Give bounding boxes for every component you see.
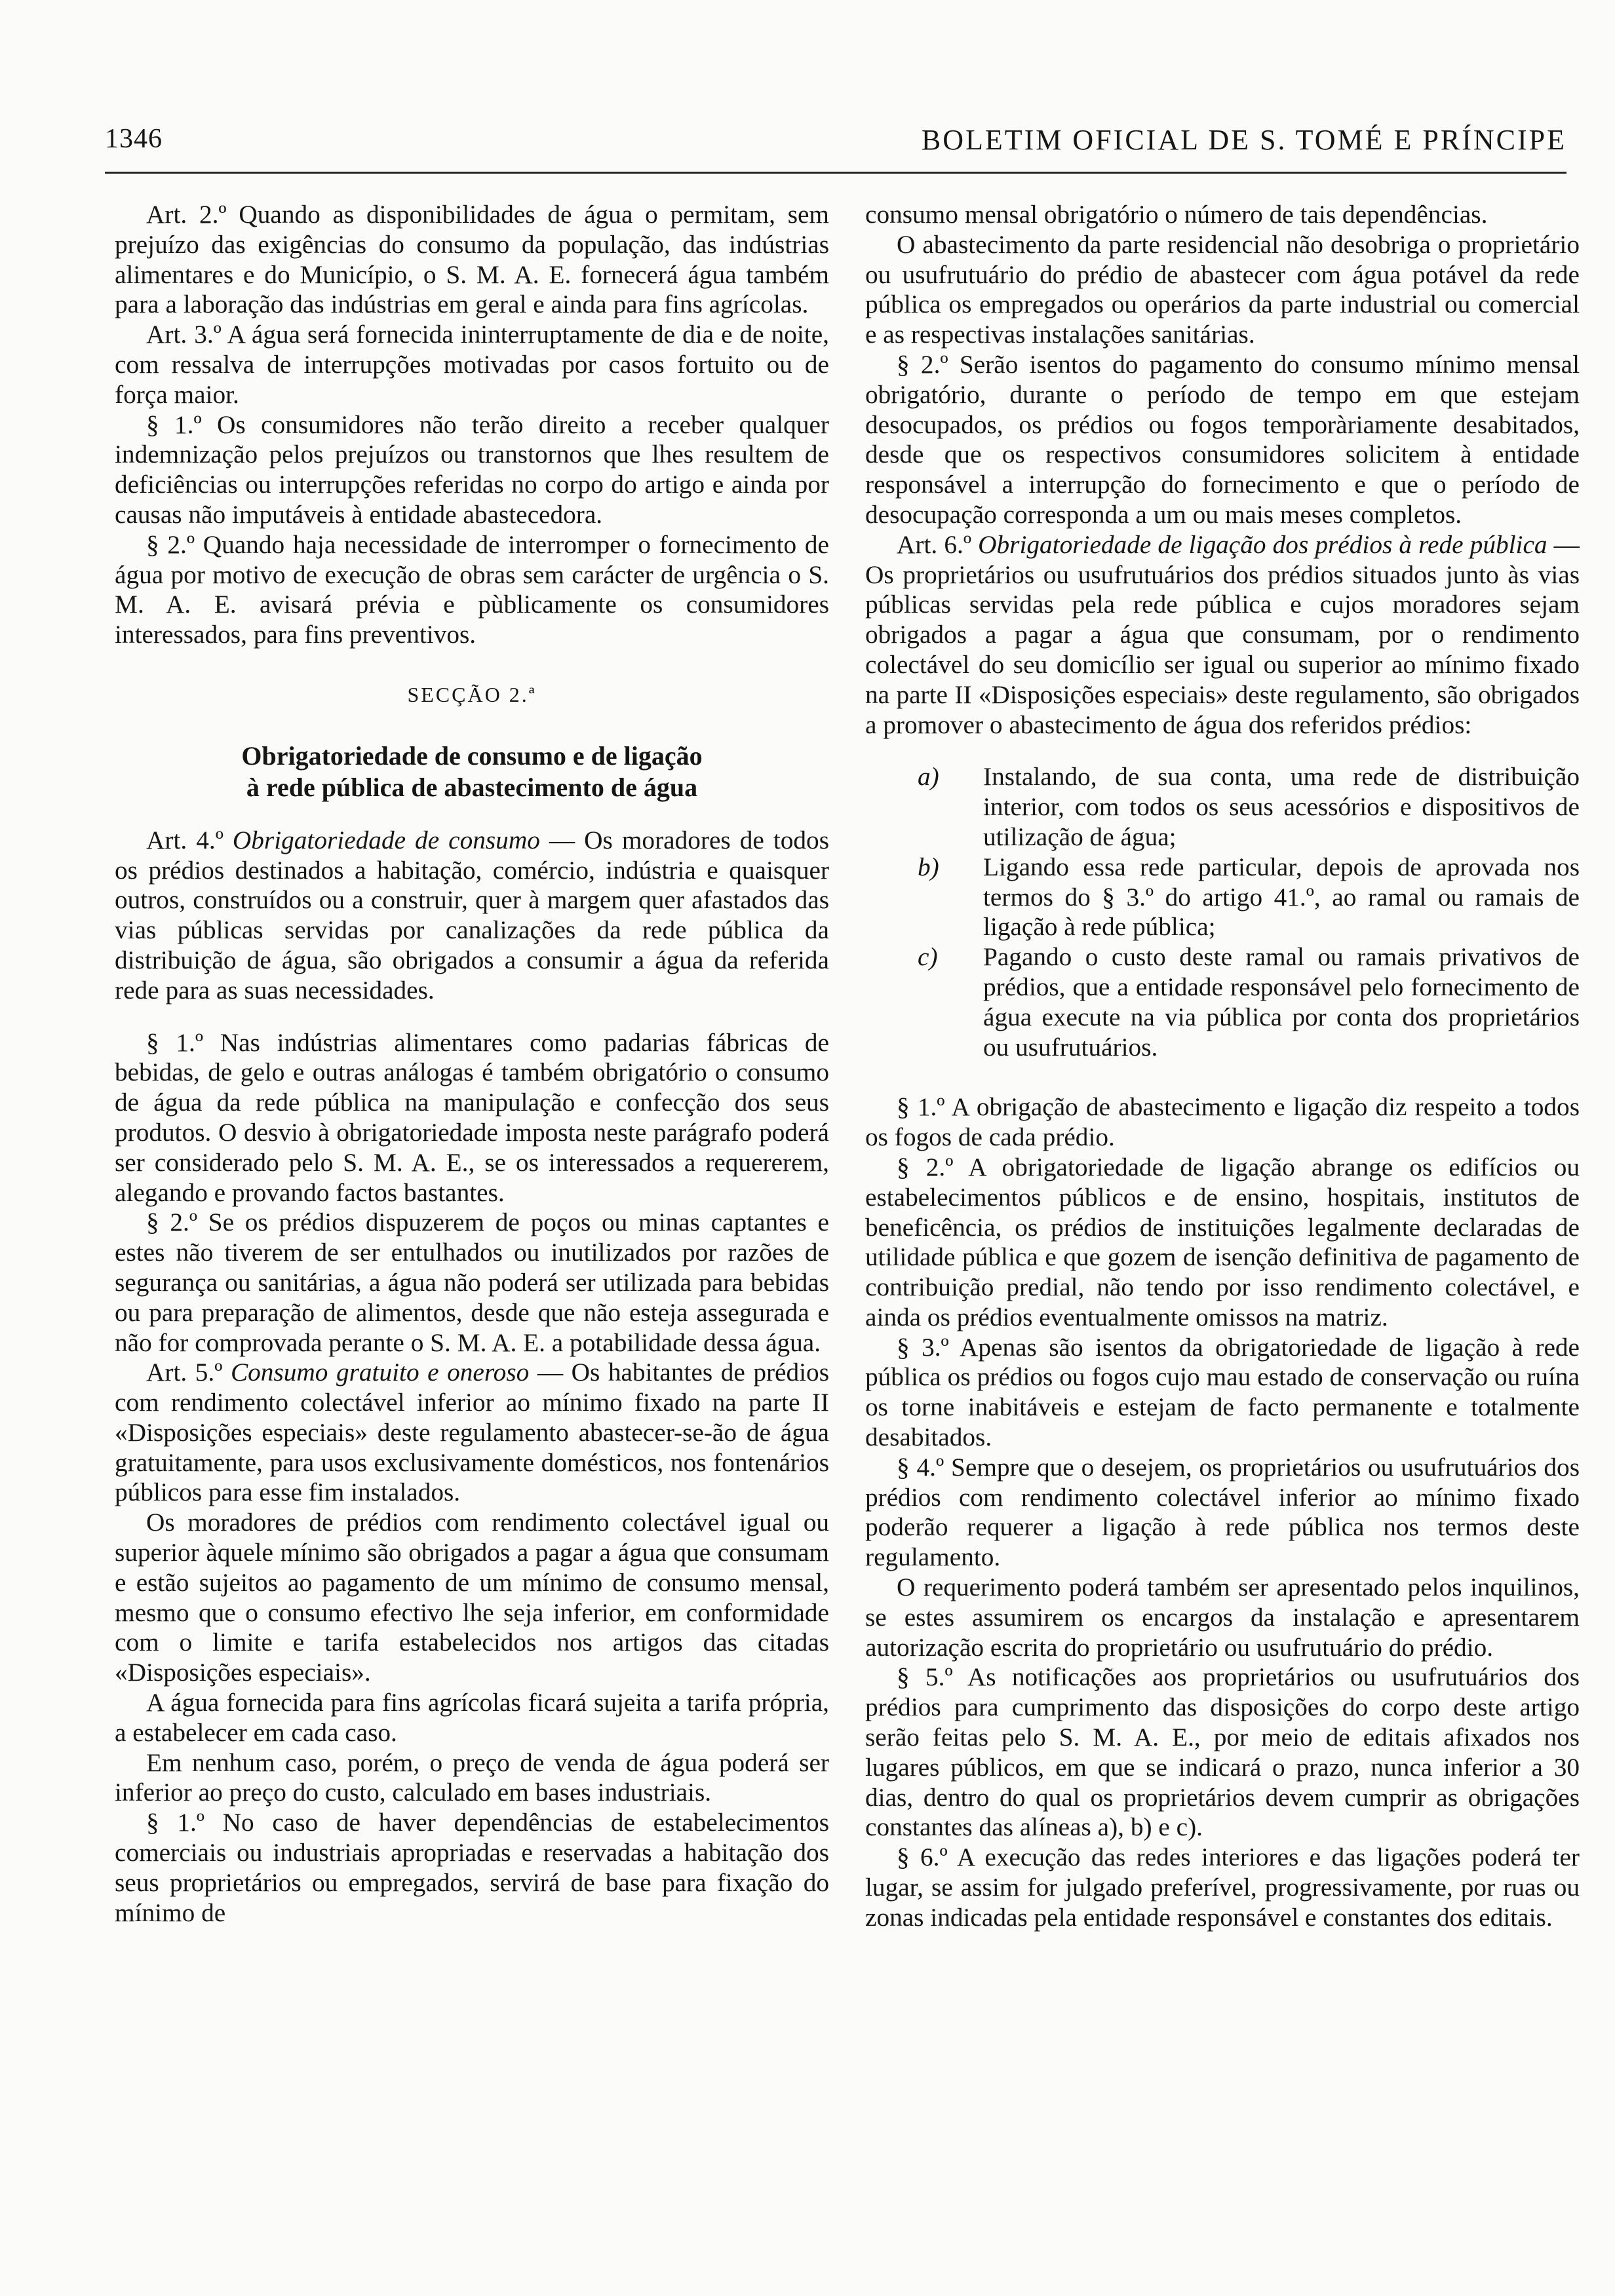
- article-6-paragraph-3: § 3.º Apenas são isentos da obrigatoriedade de ligação à rede pública os prédios ou fogos cujo mau estado de conservação ou ruína os torne inabitáveis e estejam de facto permanente e totalmente desabitados.: [865, 1332, 1580, 1452]
- list-item-text: Pagando o custo deste ramal ou ramais privativos de prédios, que a entidade responsável pelo fornecimento de água execute na via pública por conta dos proprietários ou usufrutuários.: [983, 942, 1580, 1062]
- article-5-body-b: Os moradores de prédios com rendimento colectável igual ou superior àquele mínimo são obrigados a pagar a água que consumam e estão sujeitos ao pagamento de um mínimo de consumo mensal, mesmo que o consumo efectivo lhe seja inferior, em conformidade com o limite e tarifa estabelecidos nos artigos das citadas «Disposições especiais».: [115, 1508, 829, 1687]
- article-5-paragraph-2: § 2.º Serão isentos do pagamento do consumo mínimo mensal obrigatório, durante o período de tempo em que estejam desocupados, os prédios ou fogos temporàriamente desabitados, desde que os respectivos consumidores solicitem à entidade responsável a interrupção do fornecimento e que o período de desocupação corresponda a um ou mais meses completos.: [865, 349, 1580, 529]
- article-5: [115, 1358, 829, 1508]
- article-6-text: — Os proprietários ou usufrutuários dos prédios situados junto às vias públicas servidas pela rede pública e cujos moradores sejam obrigados a pagar a água que consumam, por o rendimento colectável do seu domicílio ser igual ou superior ao mínimo fixado na parte II «Disposições especiais» deste regulamento, são obrigados a promover o abastecimento de água dos referidos prédios:: [865, 529, 1580, 739]
- article-5-body-d: Em nenhum caso, porém, o preço de venda de água poderá ser inferior ao preço do custo, calculado em bases industriais.: [115, 1748, 829, 1807]
- article-3-paragraph-2: § 2.º Quando haja necessidade de interromper o fornecimento de água por motivo de execução de obras sem carácter de urgência o S. M. A. E. avisará prévia e pùblicamente os consumidores interessados, para fins preventivos.: [115, 529, 829, 649]
- header-rule: [105, 172, 1566, 174]
- article-6-paragraph-1: § 1.º A obrigação de abastecimento e ligação diz respeito a todos os fogos de cada prédio.: [865, 1092, 1580, 1152]
- list-item: [865, 852, 1580, 942]
- article-4: [115, 826, 829, 1006]
- article-4-text: — Os moradores de todos os prédios destinados a habitação, comércio, indústria e quaisquer outros, construídos ou a construir, quer à margem quer afastados das vias públicas servidas por canalizações da rede pública da distribuição de água, são obrigados a consumir a água da referida rede para as suas necessidades.: [115, 825, 829, 1004]
- section-title-line-1: Obrigatoriedade de consumo e de ligação: [241, 740, 703, 771]
- article-5-paragraph-1: § 1.º No caso de haver dependências de estabelecimentos comerciais ou industriais apropriadas e reservadas a habitação dos seus proprietários ou empregados, servirá de base para fixação do mínimo de: [115, 1808, 829, 1927]
- article-2: Art. 2.º Quando as disponibilidades de água o permitam, sem prejuízo das exigências do consumo da população, das indústrias alimentares e do Município, o S. M. A. E. fornecerá água também para a laboração das indústrias em geral e ainda para fins agrícolas.: [115, 200, 829, 319]
- article-5-title: Consumo gratuito e oneroso: [230, 1358, 530, 1387]
- article-6: [865, 530, 1580, 740]
- article-6-paragraph-6: § 6.º A execução das redes interiores e das ligações poderá ter lugar, se assim for julgado preferível, progressivamente, por ruas ou zonas indicadas pela entidade responsável e constantes dos editais.: [865, 1843, 1580, 1932]
- list-item-mark: b): [918, 852, 939, 881]
- running-title: BOLETIM OFICIAL DE S. TOMÉ E PRÍNCIPE: [921, 124, 1566, 156]
- list-item: [865, 762, 1580, 852]
- article-4-paragraph-1: § 1.º Nas indústrias alimentares como padarias fábricas de bebidas, de gelo e outras análogas é também obrigatório o consumo de água da rede pública na manipulação e confecção dos seus produtos. O desvio à obrigatoriedade imposta neste parágrafo poderá ser considerado pelo S. M. A. E., se os interessados a requererem, alegando e provando factos bastantes.: [115, 1027, 829, 1207]
- page-header: [105, 111, 1566, 164]
- section-title-line-2: à rede pública de abastecimento de água: [246, 772, 698, 802]
- article-5-text: — Os habitantes de prédios com rendimento colectável inferior ao mínimo fixado na parte II «Disposições especiais» deste regulamento abastecer-se-ão de água gratuitamente, para usos exclusivamente domésticos, nos fontenários públicos para esse fim instalados.: [115, 1358, 830, 1507]
- article-5-lead: Art. 5.º: [146, 1358, 223, 1387]
- continuation-text: consumo mensal obrigatório o número de tais dependências.: [865, 200, 1488, 229]
- article-6-paragraph-2: § 2.º A obrigatoriedade de ligação abrange os edifícios ou estabelecimentos públicos e de ensino, hospitais, institutos de beneficência, os prédios de instituições legalmente declaradas de utilidade pública e que gozem de isenção definitiva de pagamento de contribuição predial, não tendo por isso rendimento colectável, e ainda os prédios eventualmente omissos na matriz.: [865, 1152, 1580, 1331]
- article-4-title: Obrigatoriedade de consumo: [232, 825, 540, 854]
- left-column: [115, 200, 829, 1928]
- article-4-lead: Art. 4.º: [146, 825, 224, 854]
- article-6-title: Obrigatoriedade de ligação dos prédios à rede pública: [978, 529, 1547, 559]
- list-item-text: Ligando essa rede particular, depois de aprovada nos termos do § 3.º do artigo 41.º, ao ramal ou ramais de ligação à rede pública;: [983, 852, 1580, 942]
- right-column: [865, 200, 1580, 1933]
- list-item-mark: c): [918, 942, 938, 972]
- article-5-body-c: A água fornecida para fins agrícolas ficará sujeita a tarifa própria, a estabelecer em cada caso.: [115, 1688, 829, 1747]
- residential-paragraph: O abastecimento da parte residencial não desobriga o proprietário ou usufrutuário do prédio de abastecer com água potável da rede pública os empregados ou operários da parte industrial ou comercial e as respectivas instalações sanitárias.: [865, 229, 1580, 349]
- list-item-mark: a): [918, 762, 939, 792]
- section-label: SECÇÃO 2.ª: [407, 682, 537, 706]
- article-4-paragraph-2: § 2.º Se os prédios dispuzerem de poços ou minas captantes e estes não tiverem de ser entulhados ou inutilizados por razões de segurança ou sanitárias, a água não poderá ser utilizada para bebidas ou para preparação de alimentos, desde que não esteja assegurada e não for comprovada perante o S. M. A. E. a potabilidade dessa água.: [115, 1208, 829, 1357]
- list-item: [865, 942, 1580, 1062]
- article-6-lead: Art. 6.º: [897, 529, 971, 559]
- page-number: 1346: [105, 124, 163, 154]
- article-3-paragraph-1: § 1.º Os consumidores não terão direito a receber qualquer indemnização pelos prejuízos ou transtornos que lhes resultem de deficiências ou interrupções referidas no corpo do artigo e ainda por causas não imputáveis à entidade abastecedora.: [115, 410, 829, 529]
- article-6-paragraph-5: § 5.º As notificações aos proprietários ou usufrutuários dos prédios para cumprimento das disposições do corpo deste artigo serão feitas pelo S. M. A. E., por meio de editais afixados nos lugares públicos, em que se indicará o prazo, nunca inferior a 30 dias, dentro do qual os proprietários devem cumprir as obrigações constantes das alíneas a), b) e c).: [865, 1662, 1580, 1842]
- article-6-paragraph-4: § 4.º Sempre que o desejem, os proprietários ou usufrutuários dos prédios com rendimento colectável inferior ao mínimo fixado poderão requerer a ligação à rede pública nos termos deste regulamento.: [865, 1452, 1580, 1572]
- request-paragraph: O requerimento poderá também ser apresentado pelos inquilinos, se estes assumirem os encargos da instalação e apresentarem autorização escrita do proprietário ou usufrutuário do prédio.: [865, 1573, 1580, 1662]
- list-item-text: Instalando, de sua conta, uma rede de distribuição interior, com todos os seus acessórios e dispositivos de utilização de água;: [983, 762, 1580, 851]
- article-3: Art. 3.º A água será fornecida ininterruptamente de dia e de noite, com ressalva de interrupções motivadas por casos fortuito ou de força maior.: [115, 320, 829, 409]
